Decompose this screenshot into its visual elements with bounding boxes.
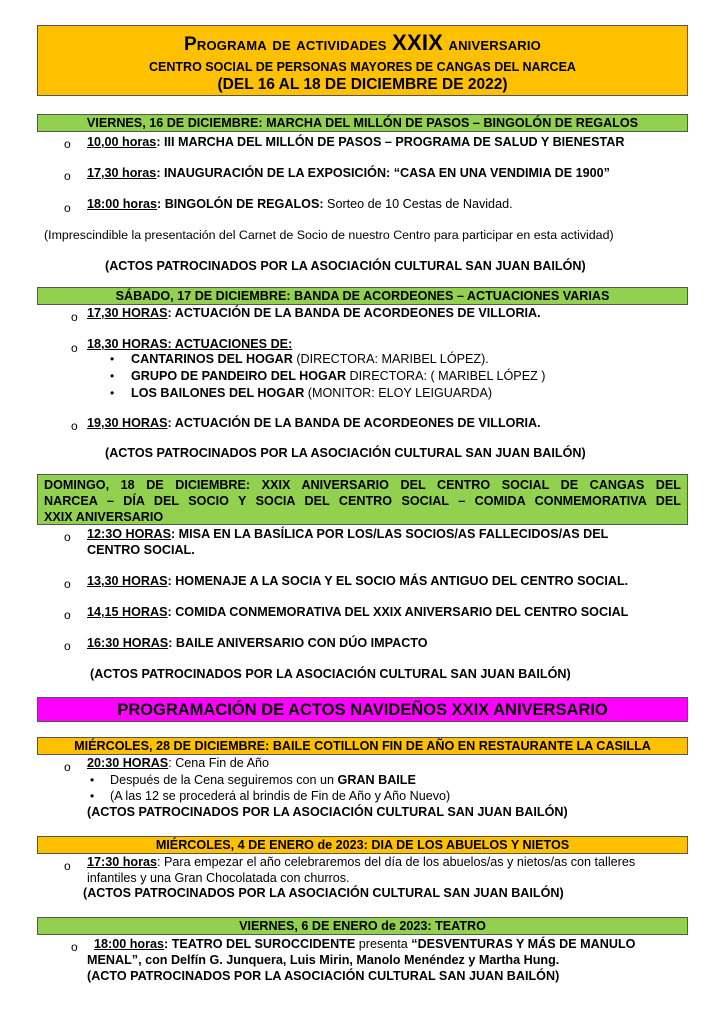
bullet-circle: o: [64, 608, 71, 622]
day3-item-3: 14,15 HORAS: COMIDA CONMEMORATIVA DEL XXIX ANIVERSARIO DEL CENTRO SOCIAL: [87, 605, 629, 619]
day2-sponsor: (ACTOS PATROCINADOS POR LA ASOCIACIÓN CULTURAL SAN JUAN BAILÓN): [105, 446, 586, 460]
bullet-circle: o: [64, 577, 71, 591]
bullet-circle: o: [71, 940, 78, 954]
ev1-sponsor: (ACTOS PATROCINADOS POR LA ASOCIACIÓN CULTURAL SAN JUAN BAILÓN): [87, 805, 568, 819]
ev2-sponsor: (ACTOS PATROCINADOS POR LA ASOCIACIÓN CULTURAL SAN JUAN BAILÓN): [83, 886, 564, 900]
ev1-item: 20:30 HORAS: Cena Fin de Año: [87, 756, 270, 770]
bullet-dot: •: [110, 352, 115, 366]
bullet-dot: •: [90, 773, 95, 787]
ev2-item-cont: infantiles y una Gran Chocolatada con churros.: [87, 871, 350, 885]
program-title: Programa de actividades XXIX aniversario: [184, 30, 541, 55]
bullet-circle: o: [64, 201, 71, 215]
day2-item-3: 19,30 HORAS: ACTUACIÓN DE LA BANDA DE ACORDEONES DE VILLORIA.: [87, 416, 541, 430]
day3-item-4: 16:30 HORAS: BAILE ANIVERSARIO CON DÚO IMPACTO: [87, 636, 428, 650]
ev3-item: 18:00 horas: TEATRO DEL SUROCCIDENTE presenta “DESVENTURAS Y MÁS DE MANULO: [94, 937, 636, 951]
bullet-circle: o: [64, 137, 71, 151]
ev1-bullet-2: (A las 12 se procederá al brindis de Fin de Año y Año Nuevo): [110, 789, 451, 803]
day1-item-1: 10,00 horas: III MARCHA DEL MILLÓN DE PASOS – PROGRAMA DE SALUD Y BIENESTAR: [87, 135, 625, 149]
ev2-heading: MIÉRCOLES, 4 DE ENERO de 2023: DIA DE LOS ABUELOS Y NIETOS: [37, 836, 688, 854]
program-header: [37, 25, 688, 96]
day1-heading: VIERNES, 16 DE DICIEMBRE: MARCHA DEL MILLÓN DE PASOS – BINGOLÓN DE REGALOS: [37, 114, 688, 132]
day1-sponsor: (ACTOS PATROCINADOS POR LA ASOCIACIÓN CULTURAL SAN JUAN BAILÓN): [105, 259, 586, 273]
ev3-heading: VIERNES, 6 DE ENERO de 2023: TEATRO: [37, 917, 688, 935]
day2-heading: SÁBADO, 17 DE DICIEMBRE: BANDA DE ACORDEONES – ACTUACIONES VARIAS: [37, 287, 688, 305]
ev1-bullet-1: Después de la Cena seguiremos con un GRAN BAILE: [110, 773, 416, 787]
bullet-dot: •: [110, 369, 115, 383]
day2-group-3: LOS BAILONES DEL HOGAR (MONITOR: ELOY LEIGUARDA): [131, 386, 493, 400]
bullet-circle: o: [71, 341, 78, 355]
ev1-heading: MIÉRCOLES, 28 DE DICIEMBRE: BAILE COTILLON FIN DE AÑO EN RESTAURANTE LA CASILLA: [37, 737, 688, 755]
program-dates: (DEL 16 AL 18 DE DICIEMBRE DE 2022): [217, 76, 508, 93]
ev3-sponsor: (ACTO PATROCINADOS POR LA ASOCIACIÓN CULTURAL SAN JUAN BAILÓN): [87, 969, 560, 983]
bullet-circle: o: [64, 760, 71, 774]
bullet-circle: o: [64, 639, 71, 653]
day1-item-3: 18:00 horas: BINGOLÓN DE REGALOS: Sorteo de 10 Cestas de Navidad.: [87, 197, 513, 211]
day3-item-2: 13,30 HORAS: HOMENAJE A LA SOCIA Y EL SOCIO MÁS ANTIGUO DEL CENTRO SOCIAL.: [87, 574, 629, 588]
ev3-item-cont: MENAL”, con Delfín G. Junquera, Luis Mirin, Manolo Menéndez y Martha Hung.: [87, 953, 560, 967]
day1-note: (Imprescindible la presentación del Carnet de Socio de nuestro Centro para participar en esta actividad): [44, 228, 614, 242]
xmas-heading: PROGRAMACIÓN DE ACTOS NAVIDEÑOS XXIX ANIVERSARIO: [37, 697, 688, 722]
day1-item-2: 17,30 horas: INAUGURACIÓN DE LA EXPOSICIÓN: “CASA EN UNA VENDIMIA DE 1900”: [87, 166, 610, 180]
day3-sponsor: (ACTOS PATROCINADOS POR LA ASOCIACIÓN CULTURAL SAN JUAN BAILÓN): [90, 667, 571, 681]
bullet-dot: •: [110, 386, 115, 400]
day3-item-1: 12:3O HORAS: MISA EN LA BASÍLICA POR LOS/LAS SOCIOS/AS FALLECIDOS/AS DEL: [87, 527, 609, 541]
day2-group-1: CANTARINOS DEL HOGAR (DIRECTORA: MARIBEL LÓPEZ).: [131, 352, 489, 366]
day3-item-1-cont: CENTRO SOCIAL.: [87, 543, 195, 557]
bullet-circle: o: [71, 419, 78, 433]
program-subtitle: CENTRO SOCIAL DE PERSONAS MAYORES DE CANGAS DEL NARCEA: [149, 60, 576, 74]
bullet-circle: o: [64, 859, 71, 873]
day2-group-2: GRUPO DE PANDEIRO DEL HOGAR DIRECTORA: ( MARIBEL LÓPEZ ): [131, 369, 546, 383]
bullet-circle: o: [71, 310, 78, 324]
bullet-circle: o: [64, 530, 71, 544]
day2-item-2: 18,30 HORAS: ACTUACIONES DE:: [87, 337, 293, 351]
day2-item-1: 17,30 HORAS: ACTUACIÓN DE LA BANDA DE ACORDEONES DE VILLORIA.: [87, 306, 541, 320]
bullet-dot: •: [90, 789, 95, 803]
bullet-circle: o: [64, 169, 71, 183]
day3-heading: DOMINGO, 18 DE DICIEMBRE: XXIX ANIVERSARIO DEL CENTRO SOCIAL DE CANGAS DEL NARCEA – DÍA DEL SOCIO Y SOCIA DEL CENTRO SOCIAL – COMIDA CONMEMORATIVA DEL XXIX ANIVERSARIO: [37, 474, 688, 525]
ev2-item: 17:30 horas: Para empezar el año celebraremos del día de los abuelos/as y nietos/as con talleres: [87, 855, 636, 869]
